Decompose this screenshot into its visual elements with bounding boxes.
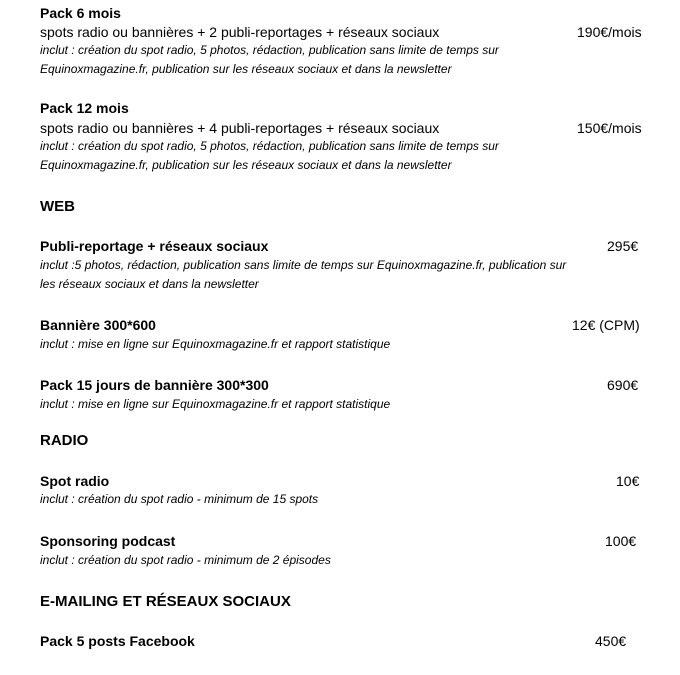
pack-15-days-banner-title: Pack 15 jours de bannière 300*300 xyxy=(40,377,269,393)
pack-6-note-line-2: Equinoxmagazine.fr, publication sur les réseaux sociaux et dans la newsletter xyxy=(40,62,452,76)
publi-reportage-price: 295€ xyxy=(607,238,639,254)
pack-6-description: spots radio ou bannières + 2 publi-reportages + réseaux sociaux xyxy=(40,24,440,40)
pack-12-description: spots radio ou bannières + 4 publi-reportages + réseaux sociaux xyxy=(40,120,440,136)
pack-15-days-banner-price: 690€ xyxy=(607,377,639,393)
section-heading-radio: RADIO xyxy=(40,432,89,449)
pack-12-title: Pack 12 mois xyxy=(40,100,129,116)
pack-6-price: 190€/mois xyxy=(577,24,642,40)
spot-radio-title: Spot radio xyxy=(40,473,110,489)
publi-reportage-note-line-2: les réseaux sociaux et dans la newsletter xyxy=(40,277,259,291)
sponsoring-podcast-price: 100€ xyxy=(605,533,637,549)
pack-5-facebook-posts-price: 450€ xyxy=(595,633,627,649)
sponsoring-podcast-title: Sponsoring podcast xyxy=(40,533,176,549)
section-heading-emailing: E-MAILING ET RÉSEAUX SOCIAUX xyxy=(40,593,291,610)
pack-6-title: Pack 6 mois xyxy=(40,5,121,21)
pack-12-price: 150€/mois xyxy=(577,120,642,136)
publi-reportage-title: Publi-reportage + réseaux sociaux xyxy=(40,238,269,254)
pack-15-days-banner-note: inclut : mise en ligne sur Equinoxmagazine.fr et rapport statistique xyxy=(40,397,391,411)
pack-5-facebook-posts-title: Pack 5 posts Facebook xyxy=(40,633,195,649)
spot-radio-note: inclut : création du spot radio - minimum de 15 spots xyxy=(40,492,319,506)
banner-300x600-price: 12€ (CPM) xyxy=(572,317,640,333)
publi-reportage-note-line-1: inclut :5 photos, rédaction, publication sans limite de temps sur Equinoxmagazine.fr, publication sur xyxy=(40,258,567,272)
pack-6-note-line-1: inclut : création du spot radio, 5 photos, rédaction, publication sans limite de temps sur xyxy=(40,43,499,57)
pack-12-note-line-2: Equinoxmagazine.fr, publication sur les réseaux sociaux et dans la newsletter xyxy=(40,158,452,172)
banner-300x600-title: Bannière 300*600 xyxy=(40,317,156,333)
banner-300x600-note: inclut : mise en ligne sur Equinoxmagazine.fr et rapport statistique xyxy=(40,337,391,351)
sponsoring-podcast-note: inclut : création du spot radio - minimum de 2 épisodes xyxy=(40,553,331,567)
section-heading-web: WEB xyxy=(40,198,75,215)
pack-12-note-line-1: inclut : création du spot radio, 5 photos, rédaction, publication sans limite de temps sur xyxy=(40,139,499,153)
spot-radio-price: 10€ xyxy=(616,473,640,489)
